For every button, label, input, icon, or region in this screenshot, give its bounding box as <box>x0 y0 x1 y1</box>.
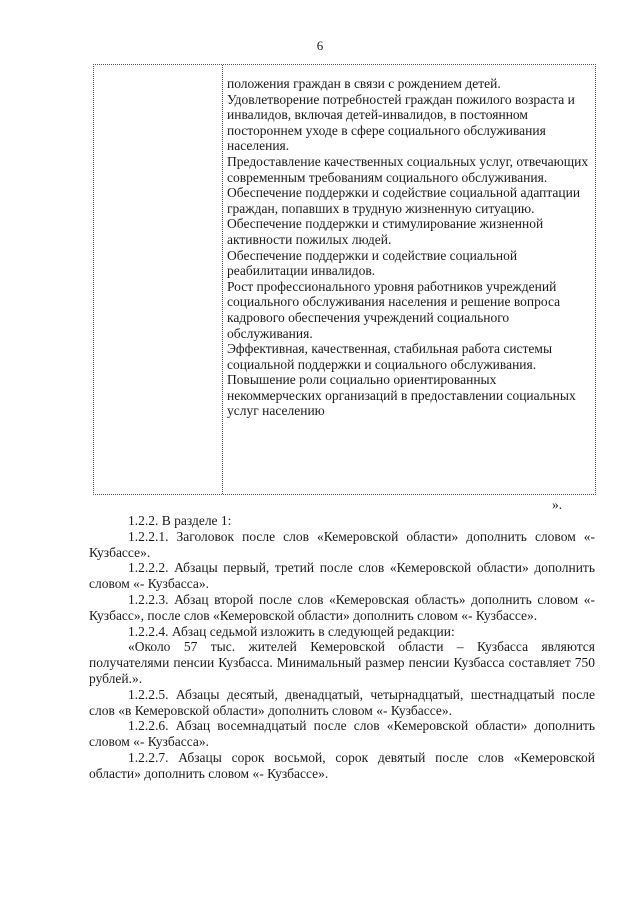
goal-item: Эффективная, качественная, стабильная работа системы социальной поддержки и социального обслуживания. <box>227 341 553 372</box>
goal-item: Повышение роли социально ориентированных некоммерческих организаций в предоставлении социальных услуг населению <box>227 372 576 419</box>
goal-item: Предоставление качественных социальных услуг, отвечающих современным требованиям социального обслуживания. <box>227 153 589 185</box>
goal-item: Обеспечение поддержки и содействие социальной реабилитации инвалидов. <box>227 247 518 279</box>
amendment-paragraph: 1.2.2.4. Абзац седьмой изложить в следующей редакции: <box>128 623 455 639</box>
goal-item: Обеспечение поддержки и стимулирование жизненной активности пожилых людей. <box>227 216 544 247</box>
page-number: 6 <box>316 38 324 53</box>
goal-item: Удовлетворение потребностей граждан пожилого возраста и инвалидов, включая детей-инвалидов, в постоянном постороннем уходе в сфере социального обслуживания населения. <box>227 91 575 154</box>
goal-item: положения граждан в связи с рождением детей. <box>227 76 501 91</box>
table-column-divider <box>222 65 223 494</box>
amendments-body <box>89 513 595 782</box>
goals-list <box>227 76 591 419</box>
amendment-quote: «Около 57 тыс. жителей Кемеровской области – Кузбасса являются получателями пенсии Кузбасса. Минимальный размер пенсии Кузбасса составляет 750 рублей.». <box>89 639 595 686</box>
amendment-paragraph: 1.2.2.6. Абзац восемнадцатый после слов «Кемеровской области» дополнить словом «- Кузбасса». <box>89 718 595 750</box>
goal-item: Обеспечение поддержки и содействие социальной адаптации граждан, попавших в трудную жизненную ситуацию. <box>227 185 581 216</box>
amendment-paragraph: 1.2.2.2. Абзацы первый, третий после слов «Кемеровской области» дополнить словом «- Кузбасса». <box>89 560 595 592</box>
amendment-paragraph: 1.2.2.5. Абзацы десятый, двенадцатый, четырнадцатый, шестнадцатый после слов «в Кемеровской области» дополнить словом «- Кузбассе». <box>89 686 595 718</box>
amendment-paragraph: 1.2.2.7. Абзацы сорок восьмой, сорок девятый после слов «Кемеровской области» дополнить словом «- Кузбассе». <box>89 749 595 781</box>
goal-item: Рост профессионального уровня работников учреждений социального обслуживания населения и решение вопроса кадрового обеспечения учреждений социального обслуживания. <box>227 278 561 341</box>
closing-quote: ». <box>552 497 563 512</box>
amendment-paragraph: 1.2.2.3. Абзац второй после слов «Кемеровская область» дополнить словом «- Кузбасс», после слов «Кемеровской области» дополнить словом «- Кузбассе». <box>89 591 595 623</box>
amendment-paragraph: 1.2.2.1. Заголовок после слов «Кемеровской области» дополнить словом «- Кузбассе». <box>89 528 595 560</box>
amendment-paragraph: 1.2.2. В разделе 1: <box>128 513 232 528</box>
goals-table <box>93 64 596 495</box>
